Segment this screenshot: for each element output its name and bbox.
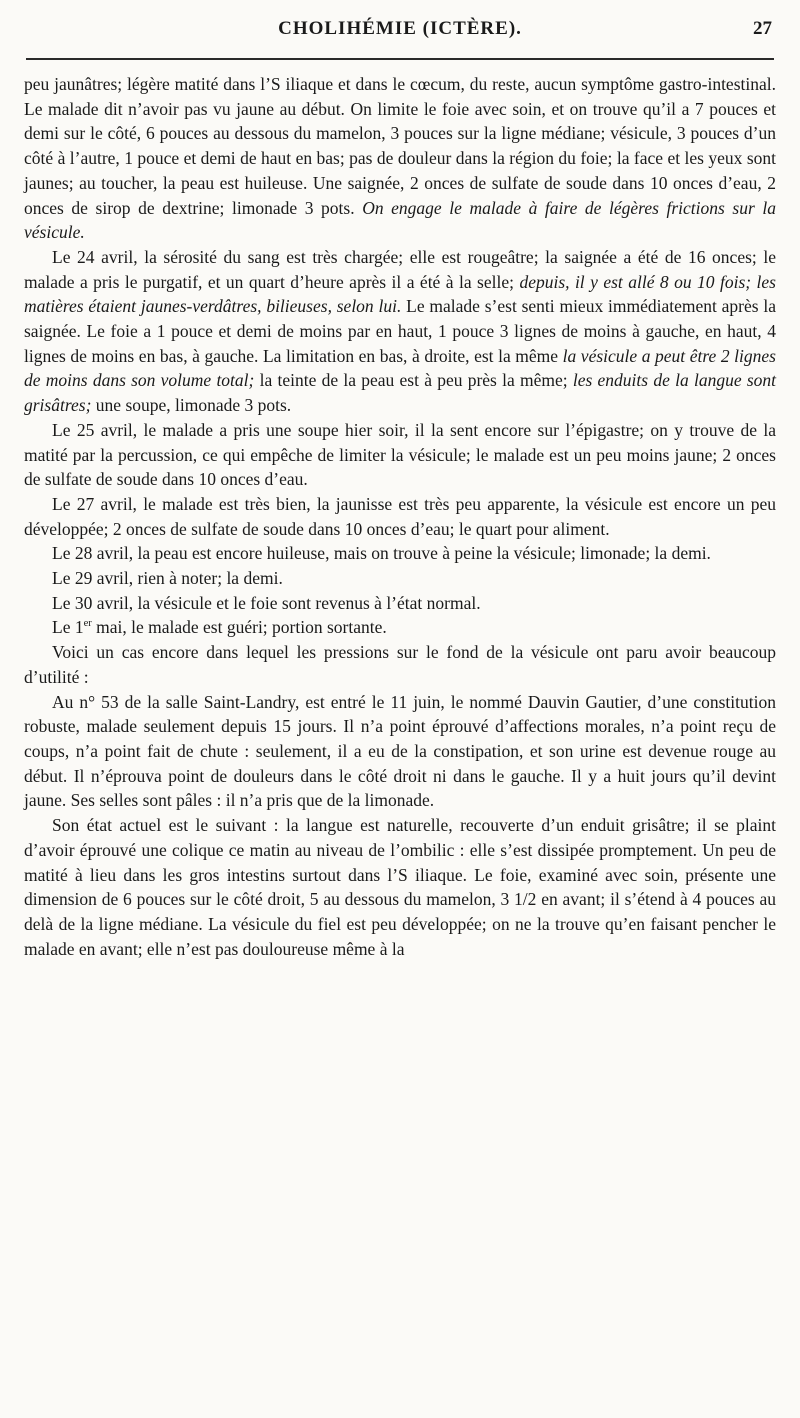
italic-run: les enduits de la langue sont grisâtres;: [24, 370, 776, 416]
running-header: [24, 18, 776, 58]
paragraph-25-avril: Le 25 avril, le malade a pris une soupe hier soir, il la sent encore sur l’épigastre; on y trouve de la matité par la percussion, ce qui empêche de limiter la vésicule; le malade est un peu moins jaune; 2 onces de sulfate de soude dans 10 onces d’eau.: [24, 419, 776, 490]
page-number: 27: [753, 18, 772, 39]
running-title: CHOLIHÉMIE (ICTÈRE).: [278, 18, 522, 39]
text-run: Le 1: [52, 617, 84, 638]
italic-run: On engage le malade à faire de légères frictions sur la vésicule.: [24, 197, 776, 243]
superscript: er: [83, 618, 92, 630]
paragraph-27-avril: Le 27 avril, le malade est très bien, la jaunisse est très peu apparente, la vésicule est encore un peu développée; 2 onces de sulfate de soude dans 10 onces d’eau; le quart pour aliment.: [24, 493, 776, 539]
paragraph-28-avril: Le 28 avril, la peau est encore huileuse, mais on trouve à peine la vésicule; limonade; la demi.: [52, 543, 711, 564]
paragraph-24-avril: [24, 245, 776, 418]
text-run: la teinte de la peau est à peu près la même;: [254, 370, 573, 391]
text-run: Le 24 avril, la sérosité du sang est très chargée; elle est rougeâtre; la saignée a été de 16 onces; le malade a pris le purgatif, et un quart d’heure après il a été à la selle;: [24, 246, 776, 292]
italic-run: la vésicule a peut être 2 lignes de moins dans son volume total;: [24, 345, 776, 391]
body-text: [24, 72, 776, 961]
paragraph-1-mai: [24, 615, 776, 640]
text-run: mai, le malade est guéri; portion sortante.: [91, 617, 387, 638]
paragraph-continuation: [24, 72, 776, 245]
italic-run: depuis, il y est allé 8 ou 10 fois; les matières étaient jaunes-verdâtres, bilieuses, selon lui.: [24, 271, 776, 317]
paragraph-case-intro: Au n° 53 de la salle Saint-Landry, est entré le 11 juin, le nommé Dauvin Gautier, d’une constitution robuste, malade seulement depuis 15 jours. Il n’a point éprouvé d’affections morales, n’a point reçu de coups, n’a point fait de chute : seulement, il a eu de la constipation, et son urine est devenue rouge au début. Il n’éprouva point de douleurs dans le côté droit ni dans le gauche. Il y a huit jours qu’il devint jaune. Ses selles sont pâles : il n’a pris que de la limonade.: [24, 691, 776, 811]
paragraph-30-avril: Le 30 avril, la vésicule et le foie sont revenus à l’état normal.: [52, 592, 481, 613]
paragraph-etat-actuel: Son état actuel est le suivant : la langue est naturelle, recouverte d’un enduit grisâtre; il se plaint d’avoir éprouvé une colique ce matin au niveau de l’ombilic : elle s’est dissipée promptement. Un peu de matité à lieu dans les gros intestins surtout dans l’S iliaque. Le foie, examiné avec soin, présente une dimension de 6 pouces sur le côté droit, 5 au dessous du mamelon, 3 1/2 en avant; il s’étend à 4 pouces au delà de la ligne médiane. La vésicule du fiel est peu développée; on ne la trouve qu’en faisant pencher le malade en avant; elle n’est pas douloureuse même à la: [24, 815, 776, 959]
text-run: une soupe, limonade 3 pots.: [91, 395, 292, 416]
header-rule: [26, 58, 774, 60]
paragraph-voici-un-cas: Voici un cas encore dans lequel les pressions sur le fond de la vésicule ont paru avoir beaucoup d’utilité :: [24, 642, 776, 687]
paragraph-29-avril: Le 29 avril, rien à noter; la demi.: [52, 568, 283, 589]
text-run: peu jaunâtres; légère matité dans l’S iliaque et dans le cœcum, du reste, aucun symptôme gastro-intestinal. Le malade dit n’avoir pas vu jaune au début. On limite le foie avec soin, et on trouve qu’il a 7 pouces et demi sur le côté, 6 pouces au dessous du mamelon, 3 pouces sur la ligne médiane; vésicule, 3 pouces d’un côté à l’autre, 1 pouce et demi de haut en bas; pas de douleur dans la région du foie; la face et les yeux sont jaunes; au toucher, la peau est huileuse. Une saignée, 2 onces de sulfate de soude dans 10 onces d’eau, 2 onces de sirop de dextrine; limonade 3 pots.: [24, 74, 776, 218]
text-run: Le malade s’est senti mieux immédiatement après la saignée. Le foie a 1 pouce et demi de moins par en haut, 1 pouce 3 lignes de moins à gauche, en haut, 4 lignes de moins en bas, à gauche. La limitation en bas, à droite, est la même: [24, 296, 776, 366]
